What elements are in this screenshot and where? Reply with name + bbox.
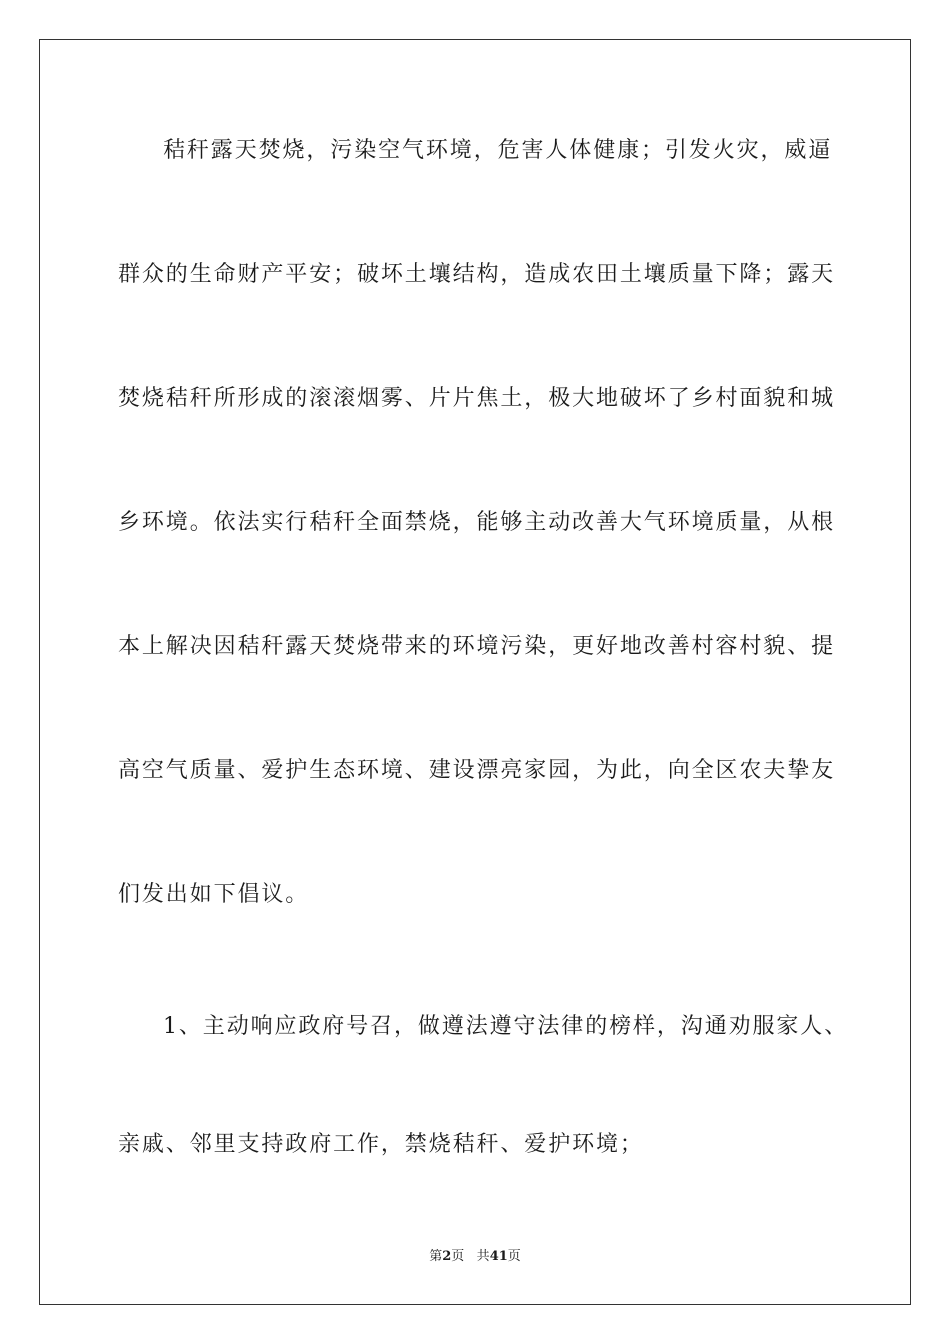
text-line: 高空气质量、爱护生态环境、建设漂亮家园，为此，向全区农夫挚友 — [118, 758, 836, 783]
text-line: 亲戚、邻里支持政府工作，禁烧秸秆、爱护环境； — [118, 1132, 644, 1157]
total-prefix: 共 — [476, 1249, 490, 1264]
page-prefix: 第 — [429, 1249, 443, 1264]
page-footer — [0, 1248, 950, 1266]
total-suffix: 页 — [507, 1249, 521, 1264]
total-pages: 41 — [489, 1249, 508, 1264]
page-frame — [39, 39, 911, 1305]
text-line: 乡环境。依法实行秸秆全面禁烧，能够主动改善大气环境质量，从根 — [118, 510, 836, 535]
page-suffix: 页 — [451, 1249, 465, 1264]
text-line: 焚烧秸秆所形成的滚滚烟雾、片片焦土，极大地破坏了乡村面貌和城 — [118, 386, 836, 411]
text-line: 们发出如下倡议。 — [118, 882, 310, 907]
text-line: 本上解决因秸秆露天焚烧带来的环境污染，更好地改善村容村貌、提 — [118, 634, 836, 659]
page-number: 2 — [442, 1249, 452, 1264]
text-line: 群众的生命财产平安；破坏土壤结构，造成农田土壤质量下降；露天 — [118, 262, 836, 287]
text-line: 1、主动响应政府号召，做遵法遵守法律的榜样，沟通劝服家人、 — [163, 1014, 849, 1039]
text-line: 秸秆露天焚烧，污染空气环境，危害人体健康；引发火灾，威逼 — [163, 138, 833, 163]
